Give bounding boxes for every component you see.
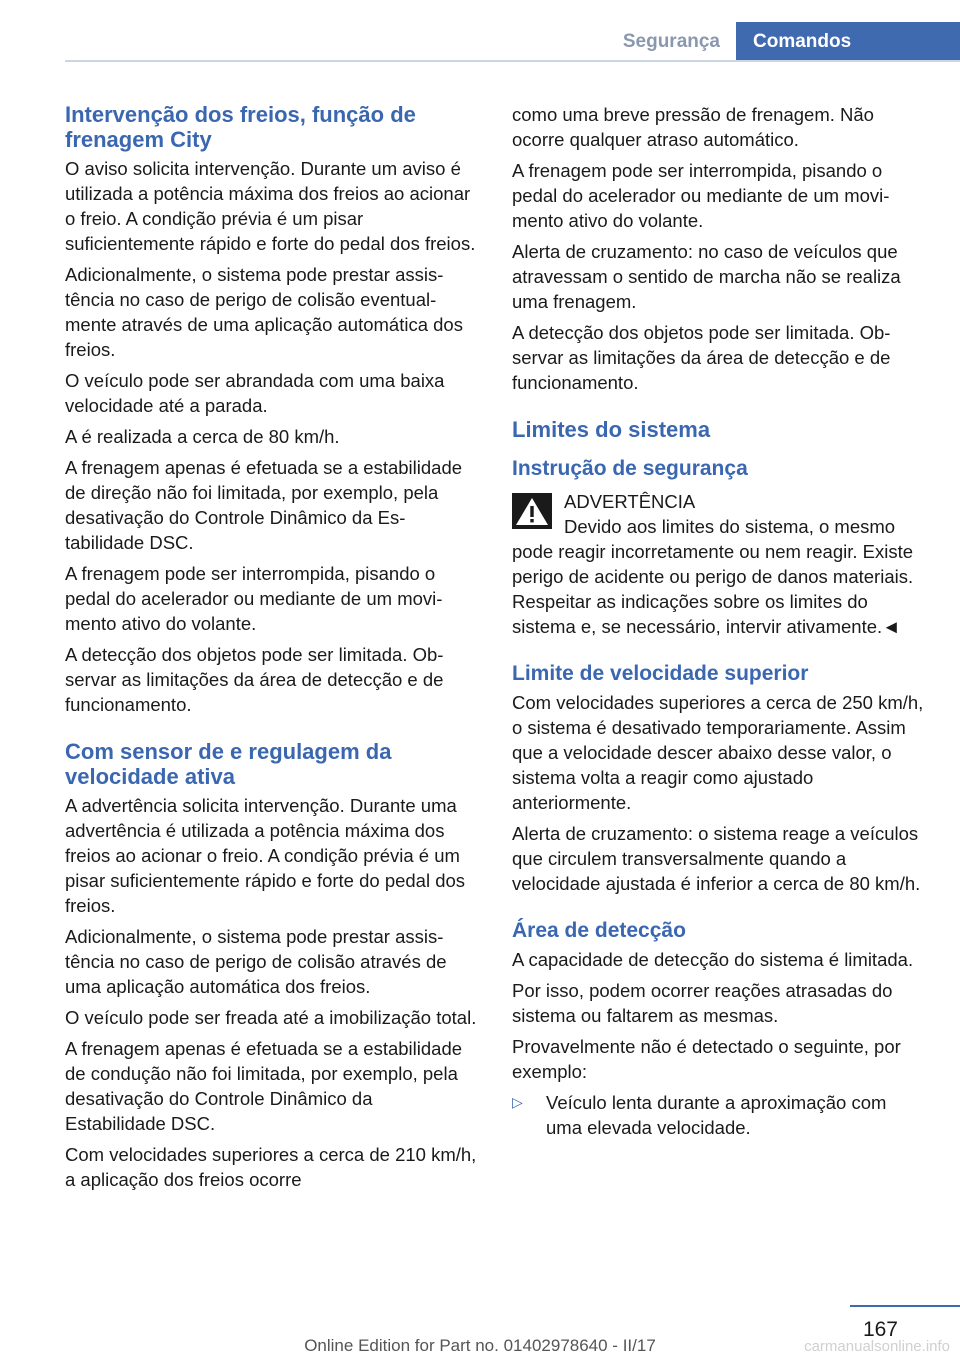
paragraph: Provavelmente não é detectado o seguinte, por exemplo: [512,1036,901,1082]
warning-triangle-icon [512,493,552,529]
paragraph: A capacidade de detecção do sistema é limitada. [512,949,914,970]
paragraph: Com velocidades superiores a cerca de 210 km/h, a aplicação dos freios ocorre [65,1144,477,1190]
watermark: carmanualsonline.info [804,1338,950,1355]
paragraph: A frenagem apenas é efetuada se a estabilidade de direção não foi limitada, por exemplo, pela desativação do Controle Dinâmico da Estabilidade DSC. [65,457,463,553]
paragraph: Com velocidades superiores a cerca de 250 km/h, o sistema é desativado temporariamente. Assim que a velocidade descer abaixo desse valor, o sistema volta a reagir como ajustado anteriormente. [512,692,924,813]
page-number: 167 [862,1318,898,1341]
paragraph: A frenagem apenas é efetuada se a estabilidade de condução não foi limitada, por exemplo, pela desativação do Controle Dinâmico da Estabilidade DSC. [65,1038,463,1134]
list-item-text: Veículo lenta durante a aproximação com uma elevada velocidade. [546,1092,887,1138]
paragraph: A advertência solicita intervenção. Durante uma advertência é utilizada a potência máxima dos freios ao acionar o freio. A condição prévia é um pisar suficientemente rápido e forte do pedal dos freios. [65,795,466,916]
paragraph: A detecção dos objetos pode ser limitada. Observar as limitações da área de detecção e de funcionamento. [65,644,444,715]
footer-rule [850,1305,960,1307]
paragraph: Alerta de cruzamento: no caso de veículos que atravessam o sentido de marcha não se realiza uma frenagem. [512,241,901,312]
paragraph: O aviso solicita intervenção. Durante um aviso é utilizada a potência máxima dos freios ao acionar o freio. A condição prévia é um pisar suficientemente rápido e forte do pedal dos freios. [65,158,476,254]
left-column [65,102,477,1198]
paragraph: Alerta de cruzamento: o sistema reage a veículos que circulem transversalmente quando a velocidade ajustada é inferior a cerca de 80 km/h. [512,823,921,894]
bullet-triangle-icon: ▷ [512,1094,523,1110]
paragraph: Adicionalmente, o sistema pode prestar assistência no caso de perigo de colisão eventualmente através de uma aplicação automática dos freios. [65,264,463,360]
paragraph: Por isso, podem ocorrer reações atrasadas do sistema ou faltarem as mesmas. [512,980,893,1026]
list-item [512,1090,924,1140]
paragraph: A detecção dos objetos pode ser limitada. Observar as limitações da área de detecção e de funcionamento. [512,322,891,393]
warning-text: Devido aos limites do sistema, o mesmo pode reagir incorretamente ou nem reagir. Existe perigo de acidente ou perigo de danos materiais. Respeitar as indicações sobre os limites do sistema e, se necessário, intervir ativamente.◄ [512,516,914,637]
paragraph: O veículo pode ser abrandada com uma baixa velocidade até a parada. [65,370,445,416]
heading-upper-speed-limit: Limite de velocidade superior [512,662,809,685]
edition-note: Online Edition for Part no. 01402978640 - II/17 [304,1336,656,1355]
paragraph: Adicionalmente, o sistema pode prestar assistência no caso de perigo de colisão através de uma aplicação automática dos freios. [65,926,447,997]
paragraph: A frenagem pode ser interrompida, pisando o pedal do acelerador ou mediante de um movimento ativo do volante. [512,160,890,231]
header-rule [65,60,960,62]
section-tab-safety: Segurança [622,31,720,52]
heading-system-limits: Limites do sistema [512,417,711,442]
paragraph: A é realizada a cerca de 80 km/h. [65,426,340,447]
heading-safety-instruction: Instrução de segurança [512,457,748,480]
warning-title: ADVERTÊNCIA [564,491,696,512]
right-column [512,102,924,1140]
paragraph: como uma breve pressão de frenagem. Não ocorre qualquer atraso automático. [512,104,874,150]
page-header [65,22,960,62]
paragraph: O veículo pode ser freada até a imobilização total. [65,1007,477,1028]
heading-detection-area: Área de detecção [512,919,686,942]
heading-city-braking: Intervenção dos freios, função de frenagem City [65,102,416,152]
heading-sensor-active-speed: Com sensor de e regulagem da velocidade ativa [65,739,392,789]
bullet-list [512,1090,924,1140]
warning-box [512,489,924,639]
paragraph: A frenagem pode ser interrompida, pisando o pedal do acelerador ou mediante de um movimento ativo do volante. [65,563,443,634]
section-tab-controls: Comandos [736,22,960,62]
